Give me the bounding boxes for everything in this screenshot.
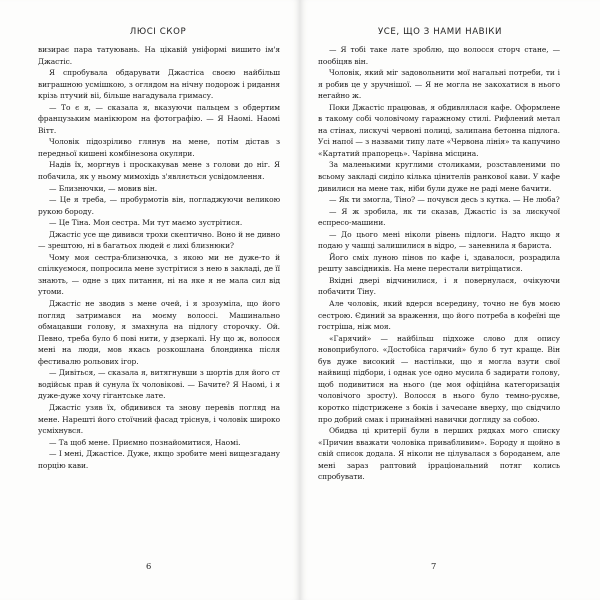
paragraph: — Близнючки, — мовив він. — [49, 183, 158, 193]
paragraph: — Це я треба, — пробурмотів він, погладжуючи великою рукою бороду. — [38, 195, 280, 216]
paragraph: За маленькими круглими столиками, розставленими по всьому закладі сиділо кілька цінителів ранкової кави. У кафе дивилися на мене так, ніби були дуже не раді мене бачити. — [318, 160, 560, 193]
paragraph: — Я ж зробила, як ти сказав, Джастіс із за лискучої еспресо-машини. — [318, 206, 560, 228]
paragraph: Але чоловік, який вдерся всередину, точно не був моєю сестрою. Єдиний за враження, що його потреба в кофеїні ще гостріша, ніж моя. — [318, 299, 560, 332]
paragraph: — Дивіться, — сказала я, витягнувши з шортів для його ст водійськ прав й сунула їх чоловікові. — Бачите? Я Наомі, і я дуже-дуже хочу гігантське лате. — [38, 368, 280, 401]
paragraph: Його сміх луною пінов по кафе і, здавалося, розрадила решту завсідників. На мене перестали витріщатися. — [318, 252, 560, 274]
paragraph: Джастіс не зводив з мене очей, і я зрозуміла, що його погляд затримався на моєму волоссі. Машинально обмацавши голову, я змахнула на підлогу сторочку. Ой. Певно, треба було б пові нити, у дзеркалі. Ну що ж, волосся мені на люди, мов якась розкошлана блондинка після фестивалю рольових ігор. — [38, 299, 280, 366]
running-head-title: УСЕ, ЩО З НАМИ НАВІКИ — [377, 27, 503, 37]
paragraph: Я спробувала обдарувати Джастіса своєю найбільш виграшною усмішкою, з оглядом на нічну подорож і ридання крізь птучий віі, більше нагадувала гримасу. — [38, 68, 280, 101]
paragraph: Обидва ці критерії були в перших рядках мого списку «Причин вважати чоловіка привабливим». Бороду я щойно в свій список додала. Я ніколи не цілувалася з бороданем, але мені зараз раптовий ірраціональний потяг колись спробувати. — [318, 426, 560, 482]
paragraph: Джастіс узяв їх, обдивився та знову перевів погляд на мене. Нарешті його стоїчний фасад тріснув, і чоловік широко усміхнувся. — [38, 402, 280, 436]
page-number: 6 — [146, 561, 152, 571]
paragraph: Надів їх, моргнув і проскакував мене з голови до ніг. Я побачила, як у ньому мимохідь з'являється усвідомлення. — [38, 160, 280, 182]
right-page-body — [318, 44, 560, 483]
right-page — [300, 0, 600, 600]
paragraph: Чому моя сестра-близнючка, з якою ми не дуже-то й спілкуємося, попросила мене зустрітися з нею в закладі, де її знають, — одне з цих питання, ні на яке я не мала сил від утоми. — [38, 252, 280, 297]
paragraph: Джастіс усе ще дивився трохи скептично. Воно й не дивно — зрештою, ні в багатьох людей є лихі близнюки? — [38, 229, 280, 251]
paragraph: — Як ти змогла, Тіно? — почувся десь з кутка. — Не люба? — [329, 195, 560, 205]
paragraph: Чоловік, який міг задовольнити мої нагальні потреби, ти і я робив це у зручнішої. — Я не могла не закохатися в нього негайно ж. — [318, 68, 560, 101]
paragraph: — Я тобі таке лате зроблю, що волосся сторч стане, — пообіцяв він. — [318, 45, 560, 66]
left-page-body — [38, 44, 280, 471]
paragraph: — То є я, — сказала я, вказуючи пальцем з обдертим французьким манікюром на фотографію. — Я Наомі. Наомі Вітт. — [38, 102, 280, 135]
paragraph: — Та щоб мене. Приємно познайомитися, Наомі. — [49, 437, 241, 447]
paragraph: — До цього мені ніколи рівень підлоги. Надто якщо я подаю у чашці залишилися в відро, — заневнила я бариста. — [318, 229, 560, 251]
paragraph: Чоловік підозріливо глянув на мене, потім дістав з передньої кишені комбінезона окуляри. — [38, 137, 280, 158]
page-number: 7 — [431, 561, 437, 571]
paragraph: — Це Тіна. Моя сестра. Ми тут маємо зустрітися. — [49, 218, 243, 228]
paragraph: «Гарячий» — найбільш підхоже слово для опису новоприбулого. «Достобіса гарячий» було б тут краще. Він був дуже високий — настільки, що я могла взути свої найвищі підбори, і однак усе одно мусила б задирати голову, щоб подивитися на нього (це моя офіційна категоризація чоловічого зросту). Волосся в нього було темно-русяве, коротко підстрижене з боків і зачесане вверху, що свідчило про добрий смак і принаймні навички догляду за собою. — [318, 333, 560, 424]
paragraph: визирає пара татуювань. На цікавій уніформі вишито ім'я Джастіс. — [38, 45, 280, 66]
paragraph: — І мені, Джастісе. Дуже, якщо зробите мені вищезгадану порцію кави. — [38, 449, 280, 470]
running-head-author: ЛЮСІ СКОР — [129, 27, 187, 37]
paragraph: Вхідні двері відчинилися, і я повернулася, очікуючи побачити Тіну. — [318, 275, 560, 297]
paragraph: Поки Джастіс працював, я обдивлялася кафе. Оформлене в такому собі чоловічому гаражному стилі. Рифлений метал на стінах, лискучі червоні полиці, залипана бетонна підлога. Усі напої — з назвами типу лате «Червона лінія» та капучино «Картатий прапорець». Чарівна місцина. — [318, 102, 560, 158]
